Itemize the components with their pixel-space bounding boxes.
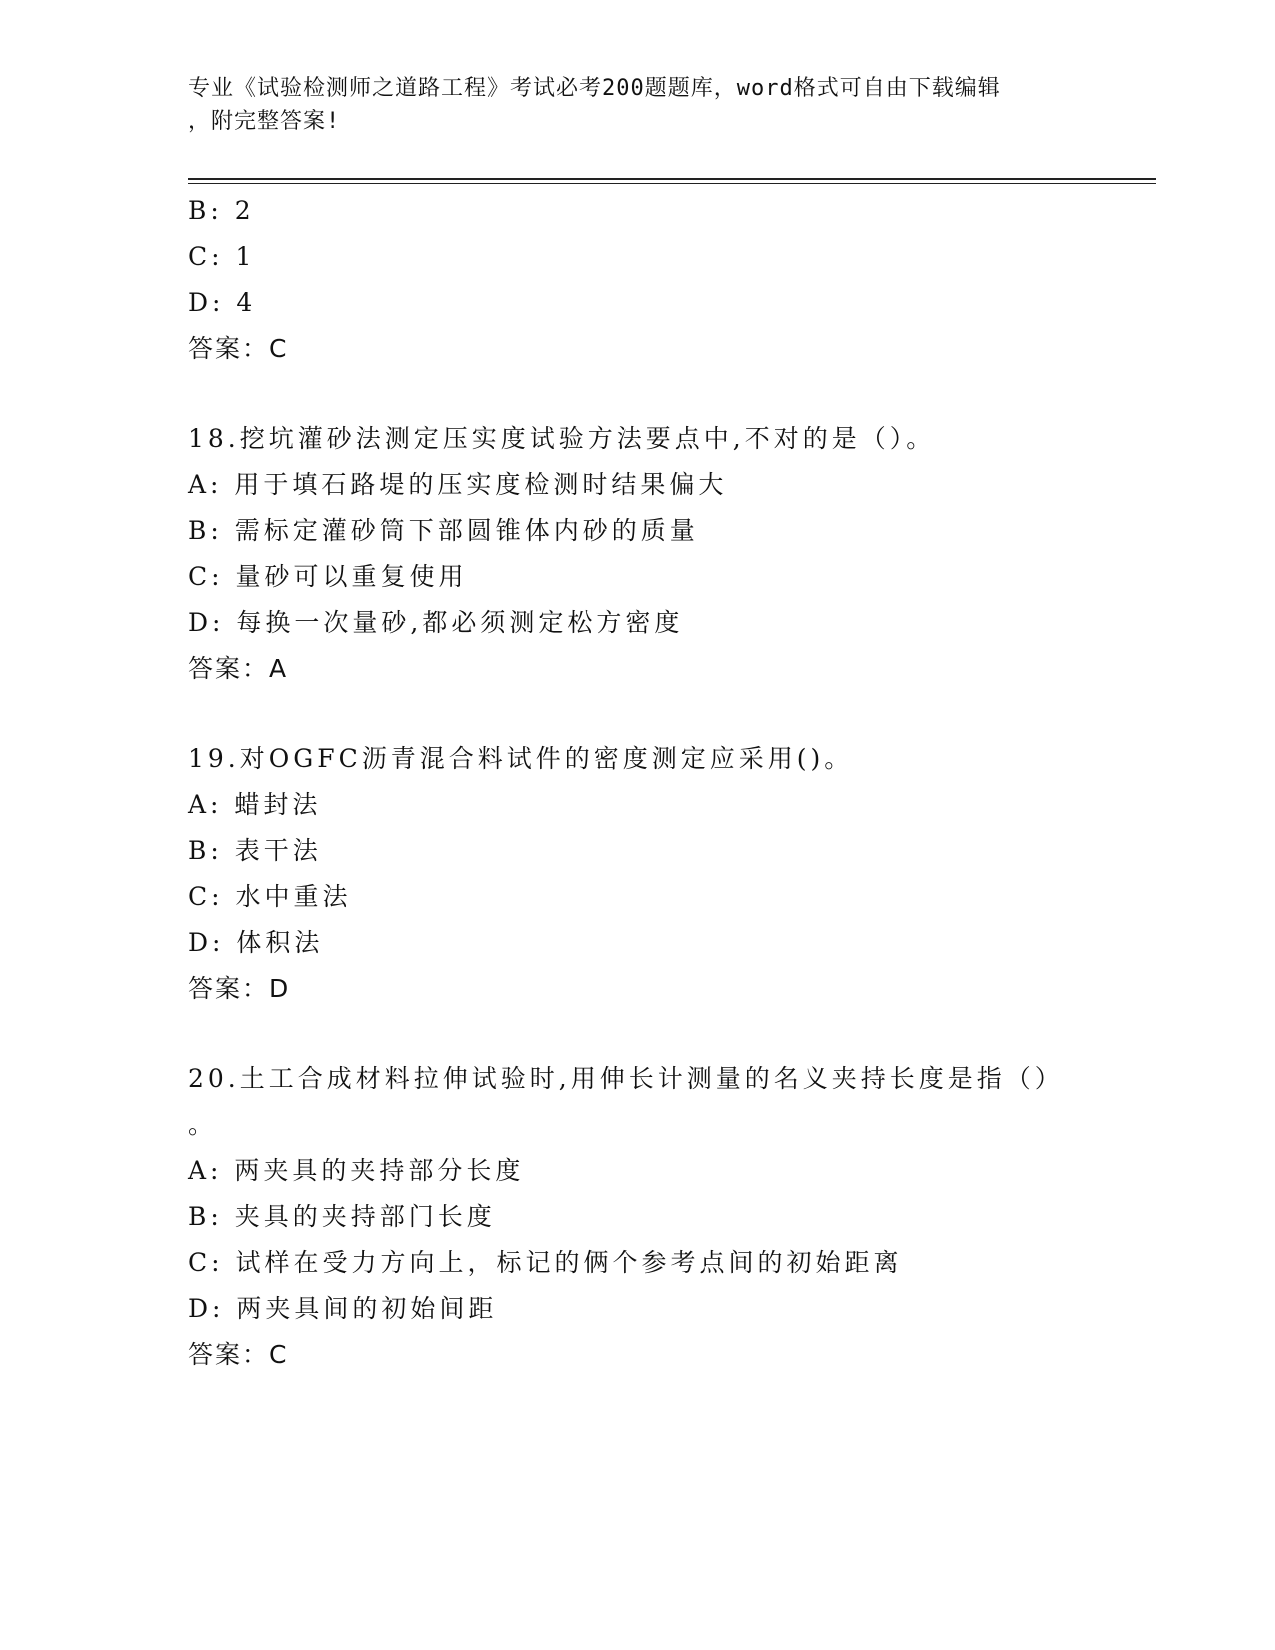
- header-rule-thin: [188, 183, 1156, 184]
- question-title: 20.土工合成材料拉伸试验时,用伸长计测量的名义夹持长度是指（）: [188, 1064, 1064, 1093]
- spacer: [188, 372, 1088, 416]
- option-d: D: 每换一次量砂,都必须测定松方密度: [188, 608, 684, 637]
- header-line-1: 专业《试验检测师之道路工程》考试必考200题题库，word格式可自由下载编辑: [188, 76, 1001, 101]
- header-line-2: ，附完整答案!: [188, 109, 341, 134]
- option-b: B: 夹具的夹持部门长度: [188, 1202, 496, 1231]
- option-d: D: 4: [188, 288, 257, 317]
- answer-line: 答案：C: [188, 334, 289, 363]
- option-a: A: 两夹具的夹持部分长度: [188, 1156, 525, 1185]
- header-rule-thick: [188, 178, 1156, 180]
- option-c: C: 试样在受力方向上，标记的俩个参考点间的初始距离: [188, 1248, 903, 1277]
- question-title-continuation: 。: [188, 1110, 218, 1139]
- question-title: 18.挖坑灌砂法测定压实度试验方法要点中,不对的是（）。: [188, 424, 936, 453]
- option-c: C: 量砂可以重复使用: [188, 562, 468, 591]
- answer-line: 答案：A: [188, 654, 289, 683]
- question-title: 19.对OGFC沥青混合料试件的密度测定应采用()。: [188, 744, 854, 773]
- answer-line: 答案：C: [188, 1340, 289, 1369]
- option-a: A: 用于填石路堤的压实度检测时结果偏大: [188, 470, 728, 499]
- option-c: C: 水中重法: [188, 882, 352, 911]
- option-b: B: 表干法: [188, 836, 322, 865]
- question-17: [188, 188, 1088, 372]
- question-20: [188, 1056, 1088, 1378]
- question-19: [188, 736, 1088, 1012]
- option-d: D: 两夹具间的初始间距: [188, 1294, 498, 1323]
- answer-line: 答案：D: [188, 974, 291, 1003]
- document-header: [188, 72, 1088, 138]
- option-d: D: 体积法: [188, 928, 324, 957]
- option-c: C: 1: [188, 242, 256, 271]
- question-18: [188, 416, 1088, 692]
- question-content: [188, 188, 1088, 1378]
- spacer: [188, 1012, 1088, 1056]
- option-b: B: 2: [188, 196, 255, 225]
- option-a: A: 蜡封法: [188, 790, 322, 819]
- option-b: B: 需标定灌砂筒下部圆锥体内砂的质量: [188, 516, 699, 545]
- spacer: [188, 692, 1088, 736]
